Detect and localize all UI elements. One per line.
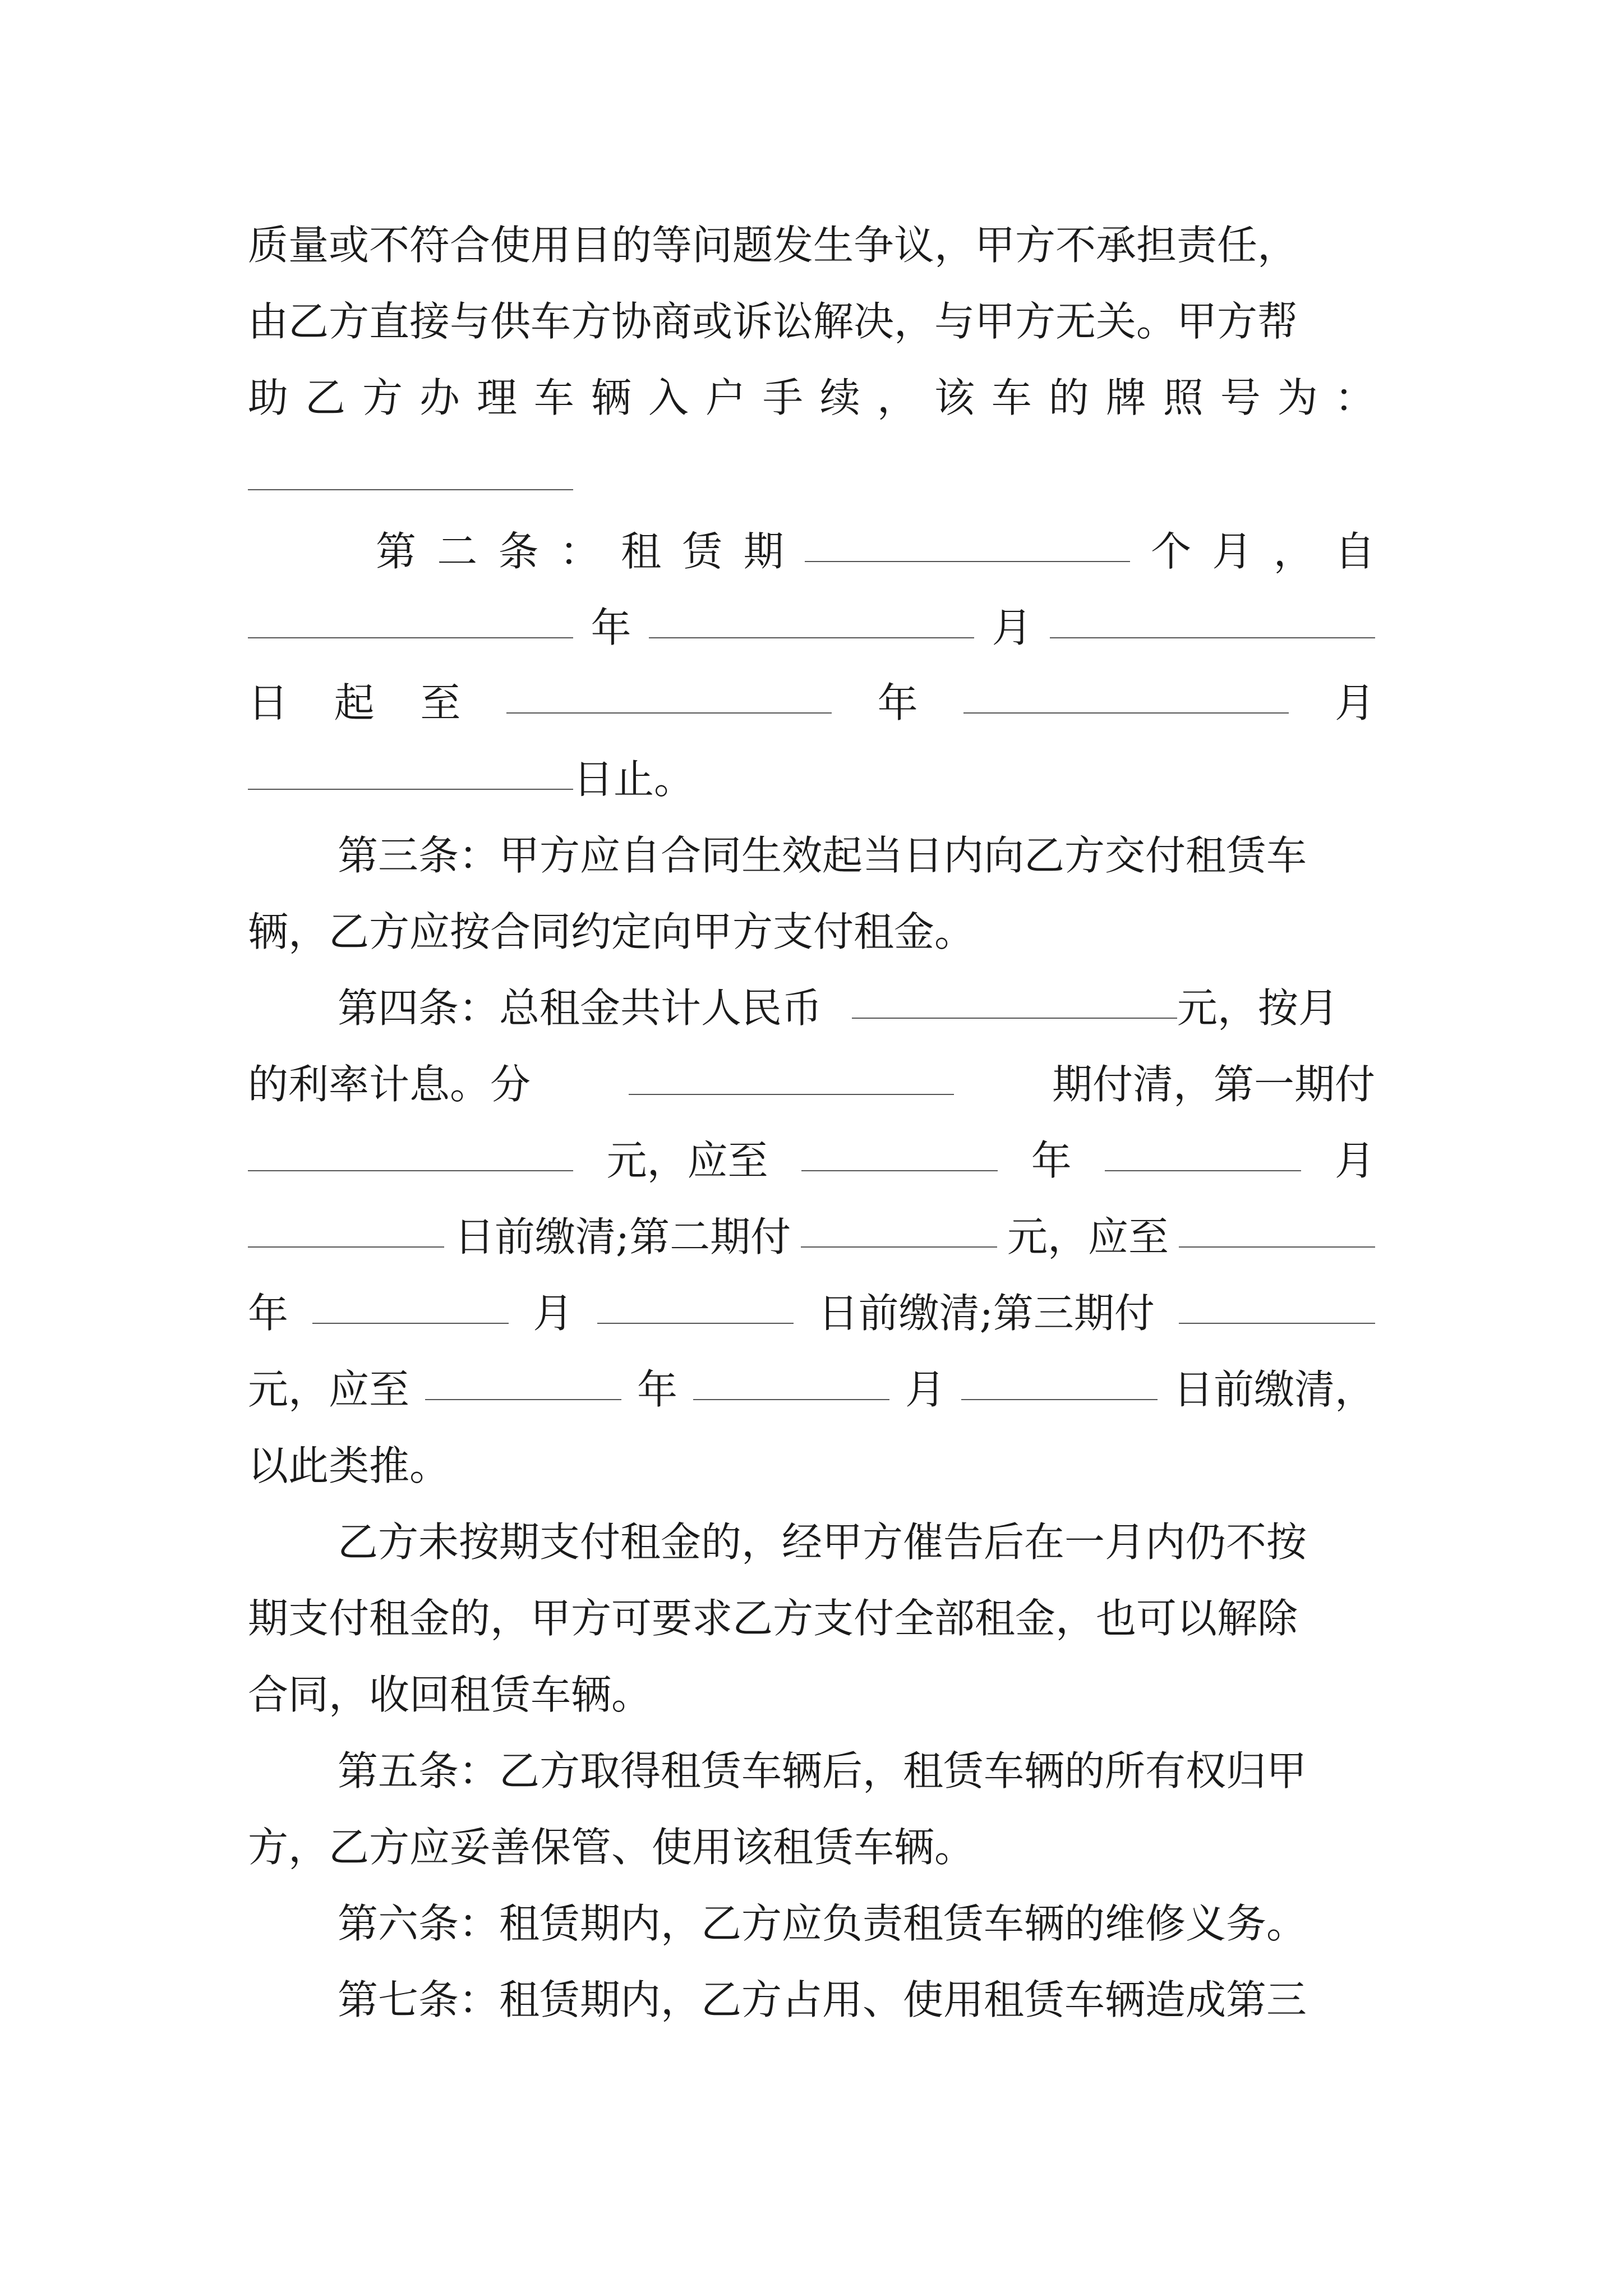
lease-term-blank[interactable] [805,561,1130,562]
late-payment-line-2 [248,1588,1375,1649]
start-month-blank[interactable] [649,637,974,638]
text-span: 乙方未按期支付租金的，经甲方催告后在一月内仍不按 [338,1519,1307,1566]
late-payment-line-1 [248,1511,1465,1573]
char: 方 [362,374,403,421]
text-span: 元，按月 [1177,984,1339,1032]
second-month-blank[interactable] [312,1323,509,1324]
char: 日 [248,679,289,726]
char: 月 [1334,1137,1375,1184]
text-span: 日前缴清;第二期付 [454,1213,791,1260]
char: 租 [621,528,662,575]
char: 期 [743,528,784,575]
first-payment-blank[interactable] [248,1170,573,1171]
char: 条 [498,528,539,575]
char: 年 [1031,1137,1072,1184]
text-span: 第六条：租赁期内，乙方应负责租赁车辆的维修义务。 [338,1900,1307,1947]
text-span: 以此类推。 [248,1442,450,1489]
char: 辆 [591,374,631,421]
second-payment-blank[interactable] [801,1246,997,1248]
end-month-blank[interactable] [963,712,1289,714]
char: 年 [877,679,918,726]
char: ： [1334,374,1375,421]
char: 月 [992,604,1032,651]
article-2-line-1 [248,521,1375,582]
char: ， [877,374,917,421]
char: ： [559,528,600,575]
article-4-line-5 [248,1282,1375,1344]
text-span: 日前缴清;第三期付 [818,1290,1155,1337]
text-span: 期支付租金的，甲方可要求乙方支付全部租金，也可以解除 [248,1595,1298,1642]
text-span: 期付清，第一期付 [1052,1061,1375,1108]
text-span: 第七条：租赁期内，乙方占用、使用租赁车辆造成第三 [338,1976,1307,2023]
end-year-blank[interactable] [506,712,832,714]
first-day-blank[interactable] [248,1246,444,1248]
char: 月 [533,1290,574,1337]
blank-line [248,449,1375,510]
second-year-blank[interactable] [1179,1246,1375,1248]
third-payment-blank[interactable] [1179,1323,1375,1324]
fill-in-blank[interactable] [248,489,573,490]
char: 年 [591,604,631,651]
char: 乙 [305,374,345,421]
text-span: 第三条：甲方应自合同生效起当日内向乙方交付租赁车 [338,832,1307,879]
char: 年 [637,1366,677,1413]
article-5-line-2 [248,1816,1375,1878]
char: 自 [1334,528,1375,575]
text-span: 方，乙方应妥善保管、使用该租赁车辆。 [248,1824,975,1871]
installments-blank[interactable] [629,1094,954,1095]
text-span: 的利率计息。分 [248,1061,531,1108]
third-year-blank[interactable] [425,1399,621,1400]
text-span: 辆，乙方应按合同约定向甲方支付租金。 [248,908,975,955]
char: 续 [819,374,860,421]
char: 户 [705,374,746,421]
article-7-line [248,1969,1465,2031]
char: 车 [533,374,574,421]
char: ， [1273,528,1314,575]
text-span: 日止。 [573,756,695,803]
char: 为 [1277,374,1318,421]
text-span: 质量或不符合使用目的等问题发生争议，甲方不承担责任， [248,222,1298,269]
text-span: 第四条：总租金共计人民币 [338,984,823,1032]
text-span: 元，应至 [1007,1213,1169,1260]
article-4-line-1 [248,977,1465,1039]
char: 助 [248,374,289,421]
char: 个 [1151,528,1192,575]
start-day-blank[interactable] [1050,637,1375,638]
text-span: 第五条：乙方取得租赁车辆后，租赁车辆的所有权归甲 [338,1747,1307,1795]
text-line [248,214,1375,276]
third-month-blank[interactable] [693,1399,889,1400]
article-4-line-2 [248,1053,1375,1115]
article-3-line-2 [248,901,1375,963]
text-span: 元，应至 [606,1137,768,1184]
article-2-line-3 [248,672,1375,734]
char: 第 [376,528,417,575]
char: 月 [1334,679,1375,726]
text-span: 由乙方直接与供车方协商或诉讼解决，与甲方无关。甲方帮 [248,298,1298,345]
end-day-blank[interactable] [248,789,573,790]
char: 理 [476,374,517,421]
char: 月 [1212,528,1253,575]
text-span: 合同，收回租赁车辆。 [248,1671,652,1718]
article-4-line-3 [248,1130,1375,1191]
char: 照 [1163,374,1204,421]
third-day-blank[interactable] [961,1399,1158,1400]
char: 月 [905,1366,946,1413]
article-4-line-7 [248,1435,1375,1497]
total-rent-blank[interactable] [852,1018,1177,1019]
char: 手 [762,374,803,421]
start-year-blank[interactable] [248,637,573,638]
text-line [248,291,1375,352]
first-year-blank[interactable] [801,1170,998,1171]
article-2-line-4 [248,748,1375,810]
second-day-blank[interactable] [597,1323,794,1324]
text-line-justified [248,367,1375,429]
char: 号 [1220,374,1261,421]
char: 赁 [682,528,723,575]
text-span: 元，应至 [248,1366,410,1413]
char: 二 [437,528,478,575]
late-payment-line-3 [248,1664,1375,1726]
char: 车 [991,374,1032,421]
article-4-line-4 [248,1206,1375,1268]
char: 年 [248,1290,289,1337]
article-2-line-2 [248,597,1375,659]
char: 起 [334,679,375,726]
char: 办 [419,374,460,421]
article-5-line-1 [248,1740,1465,1802]
char: 至 [420,679,461,726]
char: 入 [648,374,689,421]
char: 牌 [1105,374,1146,421]
text-span: 日前缴清， [1173,1366,1375,1413]
article-6-line [248,1893,1465,1954]
char: 的 [1048,374,1089,421]
first-month-blank[interactable] [1105,1170,1301,1171]
article-3-line-1 [248,825,1465,886]
char: 该 [934,374,975,421]
article-4-line-6 [248,1359,1375,1420]
